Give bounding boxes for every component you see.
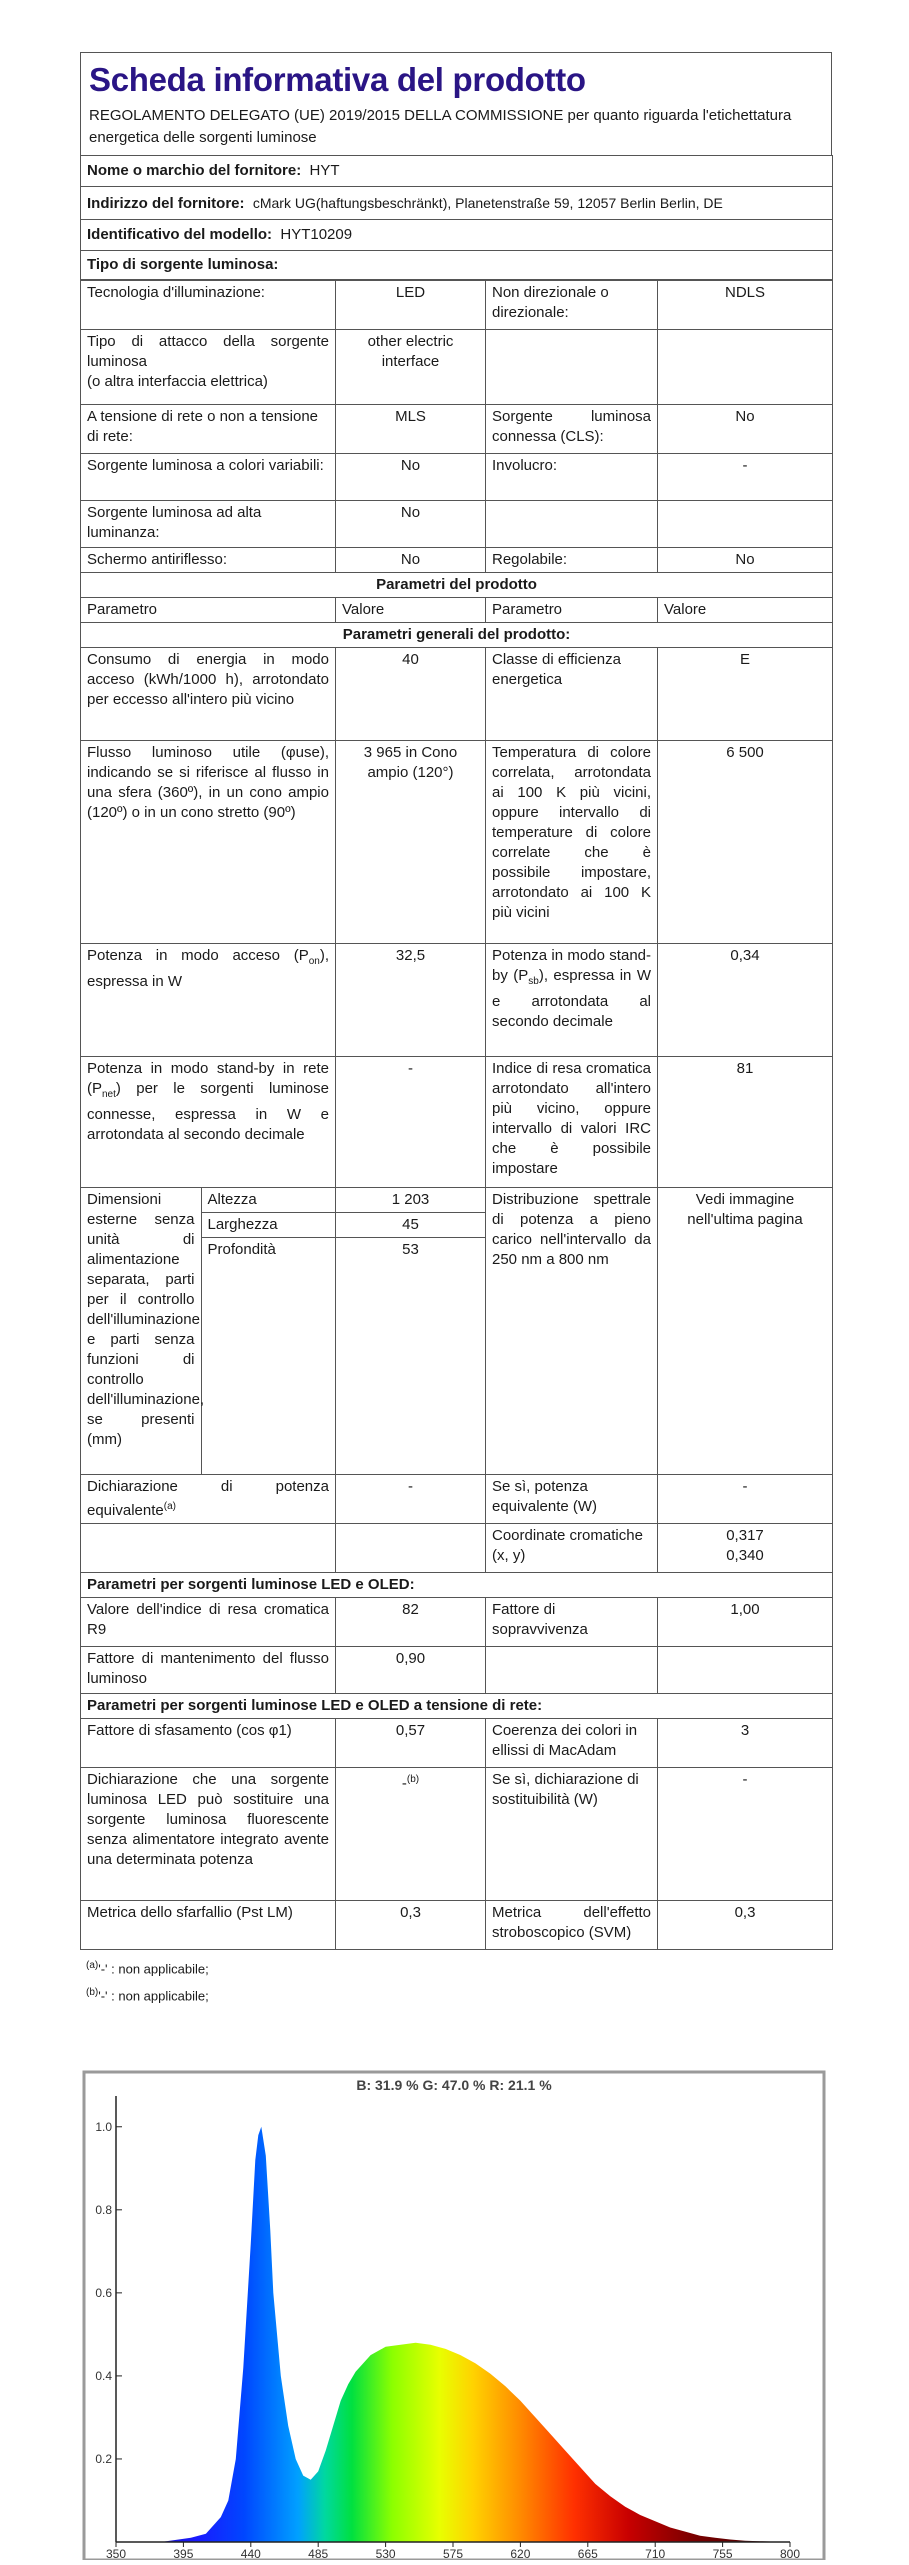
r9-row [81, 1598, 833, 1647]
y-tick-label: 0.8 [95, 2202, 112, 2217]
cri-value: 81 [658, 1057, 833, 1188]
footnotes [80, 1954, 832, 2009]
params-heading-row [81, 573, 833, 598]
standby-net-row [81, 1057, 833, 1188]
footnote-a [86, 1954, 832, 1981]
stroboscopic-label: Metrica dell'effetto stroboscopico (SVM) [486, 1901, 658, 1950]
macadam-value: 3 [658, 1719, 833, 1768]
chroma-x-value: 0,317 [726, 1527, 764, 1544]
x-tick-label: 485 [308, 2547, 329, 2560]
envelope-value: - [658, 454, 833, 501]
psb-label: Potenza in modo stand-by (P [492, 947, 651, 984]
supplier-name-label: Nome o marchio del fornitore: [87, 162, 302, 179]
cct-label: Temperatura di colore correlata, arrotondata ai 100 K più vicini, oppure intervallo di temperature di colore correlate che è possibile impostare, arrotondato ai 100 K più vicini [486, 741, 658, 944]
envelope-label: Involucro: [486, 454, 658, 501]
flicker-row [81, 1901, 833, 1950]
psb-label-end: ), espressa in W e arrotondata al secondo decimale [492, 967, 651, 1030]
supplier-name-row [81, 156, 833, 187]
lumen-maintenance-row [81, 1647, 833, 1694]
general-heading-row [81, 623, 833, 648]
power-factor-row [81, 1719, 833, 1768]
flux-label: Flusso luminoso utile (φuse), indicando se si riferisce al flusso in una sfera (360º), in un cono ampio (120º) o in un cono stretto (90º) [81, 741, 336, 944]
x-tick-label: 530 [375, 2547, 396, 2560]
nondir-value: NDLS [658, 281, 833, 330]
y-tick-label: 0.6 [95, 2285, 112, 2300]
mains-value: MLS [336, 405, 486, 454]
col-param-header: Parametro [81, 598, 336, 623]
spd-value: Vedi immagine nell'ultima pagina [658, 1188, 833, 1475]
spd-label: Distribuzione spettrale di potenza a pieno carico nell'intervallo da 250 nm a 800 nm [486, 1188, 658, 1475]
chroma-label: Coordinate cromatiche (x, y) [486, 1524, 658, 1573]
cri-label: Indice di resa cromatica arrotondato all'intero più vicino, oppure intervallo di valori IRC che è possibile impostare [486, 1057, 658, 1188]
replacement-footnote-mark: (b) [406, 1774, 420, 1785]
height-value: 1 203 [336, 1188, 485, 1213]
glare-label: Schermo antiriflesso: [81, 548, 336, 573]
chart-title: B: 31.9 % G: 47.0 % R: 21.1 % [356, 2077, 552, 2093]
colour-row [81, 454, 833, 501]
spectral-chart-svg [78, 2066, 830, 2560]
params-columns-row [81, 598, 833, 623]
footnote-a-mark: (a) [86, 1960, 99, 1971]
glare-row [81, 548, 833, 573]
psb-value: 0,34 [658, 944, 833, 1057]
equiv-value: - [336, 1475, 486, 1524]
led-heading: Parametri per sorgenti luminose LED e OLED: [81, 1573, 833, 1598]
replacement-label: Dichiarazione che una sorgente luminosa LED può sostituire una sorgente luminosa fluorescente senza alimentatore integrato avente una determinata potenza [81, 1768, 336, 1901]
r9-value: 82 [336, 1598, 486, 1647]
energy-row [81, 648, 833, 741]
high-luminance-value: No [336, 501, 486, 548]
supplier-address-row [81, 187, 833, 220]
led-mains-heading-row [81, 1694, 833, 1719]
cls-value: No [658, 405, 833, 454]
colour-label: Sorgente luminosa a colori variabili: [81, 454, 336, 501]
y-tick-label: 0.2 [95, 2451, 112, 2466]
high-luminance-label: Sorgente luminosa ad alta luminanza: [81, 501, 336, 548]
flux-row [81, 741, 833, 944]
r9-label: Valore dell'indice di resa cromatica R9 [81, 1598, 336, 1647]
depth-value: 53 [402, 1241, 419, 1258]
tech-row [81, 281, 833, 330]
replacement-value: - [401, 1775, 407, 1792]
mains-row [81, 405, 833, 454]
chroma-y-value: 0,340 [726, 1547, 764, 1564]
footnote-b-mark: (b) [86, 1987, 99, 1999]
dimmable-value: No [658, 548, 833, 573]
lumen-maintenance-value: 0,90 [336, 1647, 486, 1694]
equiv-label: Dichiarazione di potenza equivalente [87, 1478, 329, 1519]
power-on-row [81, 944, 833, 1057]
flux-value: 3 965 in Cono ampio (120°) [336, 741, 486, 944]
replacement-w-label: Se sì, dichiarazione di sostituibilità (W) [486, 1768, 658, 1901]
equivalent-power-row [81, 1475, 833, 1524]
cls-label: Sorgente luminosa connessa (CLS): [486, 405, 658, 454]
stroboscopic-value: 0,3 [658, 1901, 833, 1950]
dimensions-row [81, 1188, 833, 1475]
supplier-address-value: cMark UG(haftungsbeschränkt), Planetenstraße 59, 12057 Berlin Berlin, DE [252, 194, 723, 211]
pnet-value: - [336, 1057, 486, 1188]
pon-label: Potenza in modo acceso (P [87, 947, 309, 964]
width-value: 45 [336, 1213, 485, 1238]
x-tick-label: 710 [645, 2547, 666, 2560]
pnet-label-end: ) per le sorgenti luminose connesse, espressa in W e arrotondata al secondo decimale [87, 1080, 329, 1143]
power-factor-label: Fattore di sfasamento (cos φ1) [81, 1719, 336, 1768]
x-tick-label: 620 [510, 2547, 531, 2560]
energy-label: Consumo di energia in modo acceso (kWh/1000 h), arrotondato per eccesso all'intero più vicino [81, 648, 336, 741]
source-type-heading: Tipo di sorgente luminosa: [81, 251, 833, 280]
pon-label-sub: on [308, 956, 320, 967]
general-heading: Parametri generali del prodotto: [81, 623, 833, 648]
efficiency-class-value: E [658, 648, 833, 741]
y-tick-label: 1.0 [95, 2119, 112, 2134]
pon-label-end: ), espressa in W [87, 947, 329, 990]
supplier-name-value: HYT [309, 162, 340, 179]
dimmable-label: Regolabile: [486, 548, 658, 573]
model-id-label: Identificativo del modello: [87, 226, 273, 243]
nondir-label: Non direzionale o direzionale: [486, 281, 658, 330]
x-tick-label: 755 [712, 2547, 733, 2560]
model-id-row [81, 220, 833, 251]
supplier-address-label: Indirizzo del fornitore: [87, 194, 245, 212]
source-type-heading-row [81, 251, 833, 280]
col-value-header-2: Valore [658, 598, 833, 623]
x-tick-label: 800 [779, 2547, 801, 2560]
sheet-header [80, 52, 832, 155]
page-title: Scheda informativa del prodotto [89, 61, 586, 98]
equiv-w-value: - [658, 1475, 833, 1524]
pon-value: 32,5 [336, 944, 486, 1057]
lumen-maintenance-label: Fattore di mantenimento del flusso luminoso [81, 1647, 336, 1694]
depth-label: Profondità [207, 1241, 276, 1258]
spectral-chart [78, 2066, 830, 2560]
x-tick-label: 665 [577, 2547, 598, 2560]
colour-value: No [336, 454, 486, 501]
high-luminance-row [81, 501, 833, 548]
mains-label: A tensione di rete o non a tensione di rete: [81, 405, 336, 454]
cap-row [81, 330, 833, 405]
cap-label: Tipo di attacco della sorgente luminosa [87, 333, 329, 370]
height-label: Altezza [201, 1188, 336, 1213]
tech-value: LED [336, 281, 486, 330]
energy-value: 40 [336, 648, 486, 741]
chromaticity-row [81, 1524, 833, 1573]
params-heading: Parametri del prodotto [81, 573, 833, 598]
col-value-header: Valore [336, 598, 486, 623]
replacement-w-value: - [658, 1768, 833, 1901]
x-tick-label: 440 [240, 2547, 261, 2560]
power-factor-value: 0,57 [336, 1719, 486, 1768]
footnote-a-text: '-' : non applicabile; [98, 1961, 209, 1977]
psb-label-sub: sb [528, 976, 539, 987]
survival-label: Fattore di sopravvivenza [486, 1598, 658, 1647]
page-subtitle: REGOLAMENTO DELEGATO (UE) 2019/2015 DELLA COMMISSIONE per quanto riguarda l'etichettatura energetica delle sorgenti luminose [89, 107, 792, 146]
replacement-row [81, 1768, 833, 1901]
y-tick-label: 0.4 [95, 2368, 112, 2383]
col-param-header-2: Parametro [486, 598, 658, 623]
supplier-table [80, 155, 833, 280]
source-type-table [80, 280, 833, 1950]
cap-value: other electric interface [336, 330, 486, 405]
x-tick-label: 575 [442, 2547, 464, 2560]
led-mains-heading: Parametri per sorgenti luminose LED e OLED a tensione di rete: [81, 1694, 833, 1719]
x-tick-label: 350 [105, 2547, 127, 2560]
flicker-label: Metrica dello sfarfallio (Pst LM) [81, 1901, 336, 1950]
x-tick-label: 395 [173, 2547, 194, 2560]
model-id-value: HYT10209 [280, 226, 353, 243]
macadam-label: Coerenza dei colori in ellissi di MacAdam [486, 1719, 658, 1768]
efficiency-class-label: Classe di efficienza energetica [486, 648, 658, 741]
flicker-value: 0,3 [336, 1901, 486, 1950]
tech-label: Tecnologia d'illuminazione: [81, 281, 336, 330]
equiv-footnote-mark: (a) [163, 1501, 176, 1512]
pnet-label: Potenza in modo stand-by in rete (P [87, 1060, 329, 1097]
survival-value: 1,00 [658, 1598, 833, 1647]
pnet-label-sub: net [102, 1089, 116, 1100]
cap-label-note: (o altra interfaccia elettrica) [87, 373, 268, 390]
footnote-b [86, 1981, 832, 2008]
glare-value: No [336, 548, 486, 573]
dimensions-label: Dimensioni esterne senza unità di alimentazione separata, parti per il controllo dell'illuminazione e parti senza funzioni di controllo dell'illuminazione, se presenti (mm) [81, 1188, 201, 1474]
product-information-sheet [80, 52, 832, 2009]
equiv-w-label: Se sì, potenza equivalente (W) [486, 1475, 658, 1524]
footnote-b-text: '-' : non applicabile; [98, 1988, 209, 2004]
cct-value: 6 500 [658, 741, 833, 944]
led-heading-row [81, 1573, 833, 1598]
width-label: Larghezza [201, 1213, 336, 1238]
